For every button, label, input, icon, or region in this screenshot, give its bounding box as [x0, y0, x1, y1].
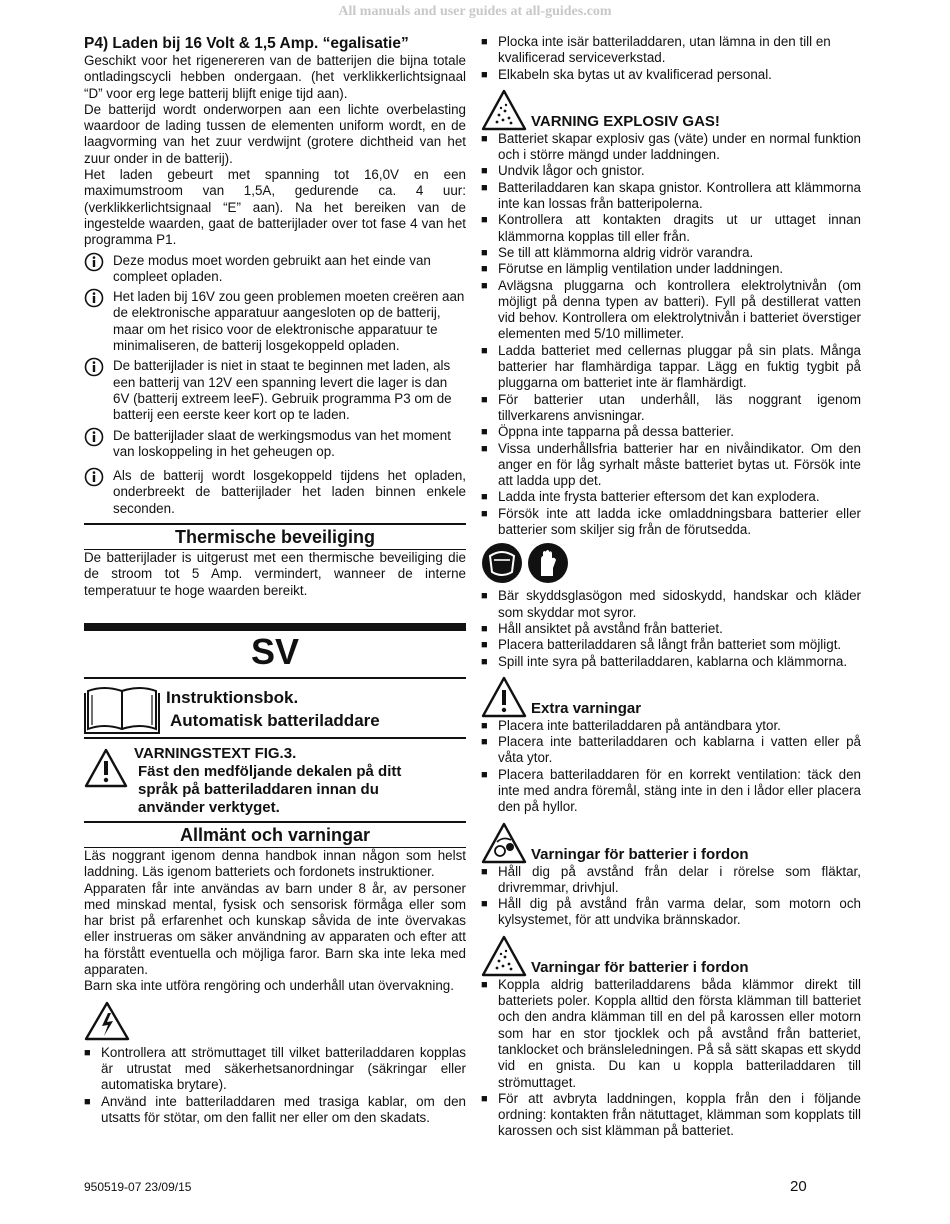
list-item: ■ Placera batteriladdaren så långt från batteriet som möjligt. [481, 637, 842, 653]
vehicle-warnings-header [481, 822, 861, 864]
ppe-icons [481, 542, 861, 584]
list-item: ■ Batteriladdaren kan skapa gnistor. Kontrollera att klämmorna inte kan lossas från batteripolerna. [481, 179, 861, 212]
face-shield-icon [481, 542, 523, 584]
info-note [84, 428, 466, 461]
divider [84, 677, 466, 679]
list-item: ■ Ladda inte frysta batterier eftersom det kan explodera. [481, 489, 820, 505]
document-code: 950519-07 23/09/15 [84, 1180, 192, 1194]
p4-heading: P4) Laden bij 16 Volt & 1,5 Amp. “egalisatie” [84, 35, 409, 52]
warning-triangle-icon [84, 747, 128, 789]
info-icon [84, 427, 104, 447]
list-item: ■ Placera batteriladdaren för en korrekt ventilation: täck den inte med andra föremål, stäng inte in den i lådor eller placera den på hyllor. [481, 766, 861, 815]
general-heading: Allmänt och varningar [84, 823, 466, 848]
page-number: 20 [790, 1178, 807, 1195]
vehicle-warnings-header [481, 935, 861, 977]
p4-paragraph: Het laden gebeurt met spanning tot 16,0V en een maximumstroom van 1,5A, gedurende ca. 4 uur: (verklikkerlichtsignaal “E” aan). Na het bereiken van de ingestelde waarden, gaat de batterijlader over tot fase 4 van het programma P1. [84, 167, 466, 248]
explosive-warning-header [481, 89, 861, 131]
info-icon [84, 357, 104, 377]
manual-title: Instruktionsbok. [166, 687, 299, 707]
explosive-gas-icon [481, 89, 527, 131]
list-item: ■ Håll ansiktet på avstånd från batteriet. [481, 620, 723, 636]
warning-label-title: VARNINGSTEXT FIG.3. [134, 744, 297, 762]
info-note-text: Deze modus moet worden gebruikt aan het einde van compleet opladen. [113, 252, 431, 284]
list-item: ■ Håll dig på avstånd från delar i rörelse som fläktar, drivremmar, drivhjul. [481, 863, 861, 895]
general-paragraph: Barn ska inte utföra rengöring och underhåll utan övervakning. [84, 978, 454, 994]
list-item: ■ Försök inte att ladda icke omladdningsbara batterier eller batterier som skiljer sig från de förutsedda. [481, 505, 861, 538]
list-item: ■ För att avbryta laddningen, koppla från den i följande ordning: kontakten från nätuttaget, klämman som kopplats till karossen och sist klämman på batteriet. [481, 1090, 861, 1139]
general-paragraph: Apparaten får inte användas av barn under 8 år, av personer med minskad mental, fysisk och sensorisk förmåga eller som har brist på erfarenhet och kunskap såvida de inte övervakas eller instrueras om säker användning av apparaten och efter att ha förstått eventuella och möjliga faror. Barn ska inte leka med apparaten. [84, 880, 466, 977]
right-column [481, 34, 861, 1140]
list-item: ■ Kontrollera att strömuttaget till vilket batteriladdaren kopplas är utrustat med säkerhetsanordningar (säkringar eller automatiska brytare). [84, 1044, 466, 1093]
list-item: ■ Placera inte batteriladdaren och kablarna i vatten eller på våta ytor. [481, 734, 861, 766]
language-code: SV [250, 630, 300, 672]
warning-label-block [84, 745, 466, 817]
info-note [84, 253, 466, 286]
language-bar [84, 623, 466, 631]
thermal-heading: Thermische beveiliging [84, 525, 466, 550]
list-item: ■ Spill inte syra på batteriladdaren, kablarna och klämmorna. [481, 653, 848, 669]
info-note-text: Het laden bij 16V zou geen problemen moeten creëren aan de elektronische apparatuur aangesloten op de batterij, maar om het risico voor de elektronische apparatuur te minimaliseren, de batterij losgekoppeld opladen. [113, 289, 465, 354]
info-note [84, 358, 466, 423]
info-icon [84, 252, 104, 272]
list-item: ■ Ladda batteriet med cellernas pluggar på sin plats. Många batterier har flamhärdiga tappar. Lägg en fuktig tygbit på pluggarna om batteriet inte är flamhärdigt. [481, 342, 861, 391]
moving-parts-icon [481, 822, 527, 864]
explosive-warning-title: VARNING EXPLOSIV GAS! [531, 112, 720, 130]
explosive-gas-icon [481, 935, 527, 977]
manual-subtitle: Automatisk batteriladdare [170, 710, 380, 730]
left-column [84, 34, 466, 1126]
site-watermark: All manuals and user guides at all-guides.com [338, 4, 612, 19]
list-item: ■ Använd inte batteriladdaren med trasiga kablar, om den utsatts för stötar, om den fallit ner eller om den skadats. [84, 1093, 466, 1126]
electric-hazard-icon [84, 1001, 130, 1041]
list-item: ■ Batteriet skapar explosiv gas (väte) under en normal funktion och i större mängd under laddningen. [481, 130, 861, 163]
info-note-text: De batterijlader slaat de werkingsmodus van het moment van loskoppeling in het geheugen op. [113, 427, 451, 459]
list-item: ■ Håll dig på avstånd från varma delar, som motorn och kylsystemet, för att undvika brännskador. [481, 896, 861, 928]
divider [84, 737, 466, 739]
info-note [84, 289, 466, 354]
info-note-text: Als de batterij wordt losgekoppeld tijdens het opladen, onderbreekt de batterijlader het laden binnen enkele seconden. [113, 468, 466, 516]
manual-header [84, 683, 466, 735]
list-item: ■ Öppna inte tapparna på dessa batterier. [481, 424, 734, 440]
info-note-text: De batterijlader is niet in staat te beginnen met laden, als een batterij van 12V een spanning levert die lager is dan 6V (batterij extreem leeF). Gebruik programma P3 om de batterij een eerste keer kort op te laden. [113, 358, 452, 423]
list-item: ■ Plocka inte isär batteriladdaren, utan lämna in den till en kvalificerad serviceverkstad. [481, 34, 831, 66]
list-item: ■ Elkabeln ska bytas ut av kvalificerad personal. [481, 66, 772, 82]
list-item: ■ Kontrollera att kontakten dragits ut ur uttaget innan klämmorna kopplas till eller från. [481, 212, 861, 244]
vehicle-warnings-title: Varningar för batterier i fordon [531, 958, 749, 976]
gloves-icon [527, 542, 569, 584]
vehicle-warnings-title: Varningar för batterier i fordon [531, 845, 749, 863]
info-icon [84, 288, 104, 308]
p4-paragraph: Geschikt voor het rigenereren van de batterijen die bijna totale ontladingscycli hebben ondergaan. (het verklikkerlichtsignaal “D” voor erg lege batterij blijft enige tijd aan). [84, 53, 466, 101]
extra-warnings-title: Extra varningar [531, 699, 642, 717]
general-paragraph: Läs noggrant igenom denna handbok innan någon som helst laddning. Läs igenom batteriets och fordonets instruktioner. [84, 847, 466, 880]
book-icon [84, 683, 160, 735]
p4-paragraph: De batterijd wordt onderworpen aan een lichte overbelasting waardoor de lading tussen de elementen uniform wordt, en de laagvorming van het zuur verdwijnt (grotere dichtheid van het zuur onder in de batterij). [84, 101, 466, 166]
extra-warnings-header [481, 676, 861, 718]
list-item: ■ Bär skyddsglasögon med sidoskydd, handskar och kläder som skyddar mot syror. [481, 588, 861, 620]
info-icon [84, 467, 104, 487]
list-item: ■ Förutse en lämplig ventilation under laddningen. [481, 261, 784, 277]
list-item: ■ Se till att klämmorna aldrig vidrör varandra. [481, 244, 754, 260]
thermal-paragraph: De batterijlader is uitgerust met een thermische beveiliging die de stroom tot 5 Amp. vermindert, wanneer de interne temperatuur te hoge waarden bereikt. [84, 550, 466, 598]
info-note [84, 468, 466, 517]
list-item: ■ Vissa underhållsfria batterier har en nivåindikator. Om den anger en för låg syrhalt måste batteriet bytas ut. Försök inte att ladda upp det. [481, 440, 861, 489]
list-item: ■ Avlägsna pluggarna och kontrollera elektrolytnivån (om möjligt på denna typen av batteri). Fyll på destillerat vatten vid behov. Kontrollera om elektrolytnivån i batteriet överstiger elementen med 5/10 millimeter. [481, 277, 861, 342]
list-item: ■ Undvik lågor och gnistor. [481, 163, 645, 179]
list-item: ■ Placera inte batteriladdaren på antändbara ytor. [481, 717, 781, 733]
warning-triangle-icon [481, 676, 527, 718]
warning-label-text: Fäst den medföljande dekalen på ditt språk på batteriladdaren innan du använder verktyget. [138, 762, 402, 816]
list-item: ■ Koppla aldrig batteriladdarens båda klämmor direkt till batteriets poler. Koppla alltid den första klämman till batteriet och den andra klämman till en del på karossen eller motorn som har en stor tjocklek och på avstånd från batteriet, tanklocket och bränsleledningen. På så sätt skapas ett skydd vid en gnista. Du kan u koppla batteriladdaren till strömuttaget. [481, 976, 861, 1090]
list-item: ■ För batterier utan underhåll, läs noggrant igenom tillverkarens anvisningar. [481, 391, 861, 423]
